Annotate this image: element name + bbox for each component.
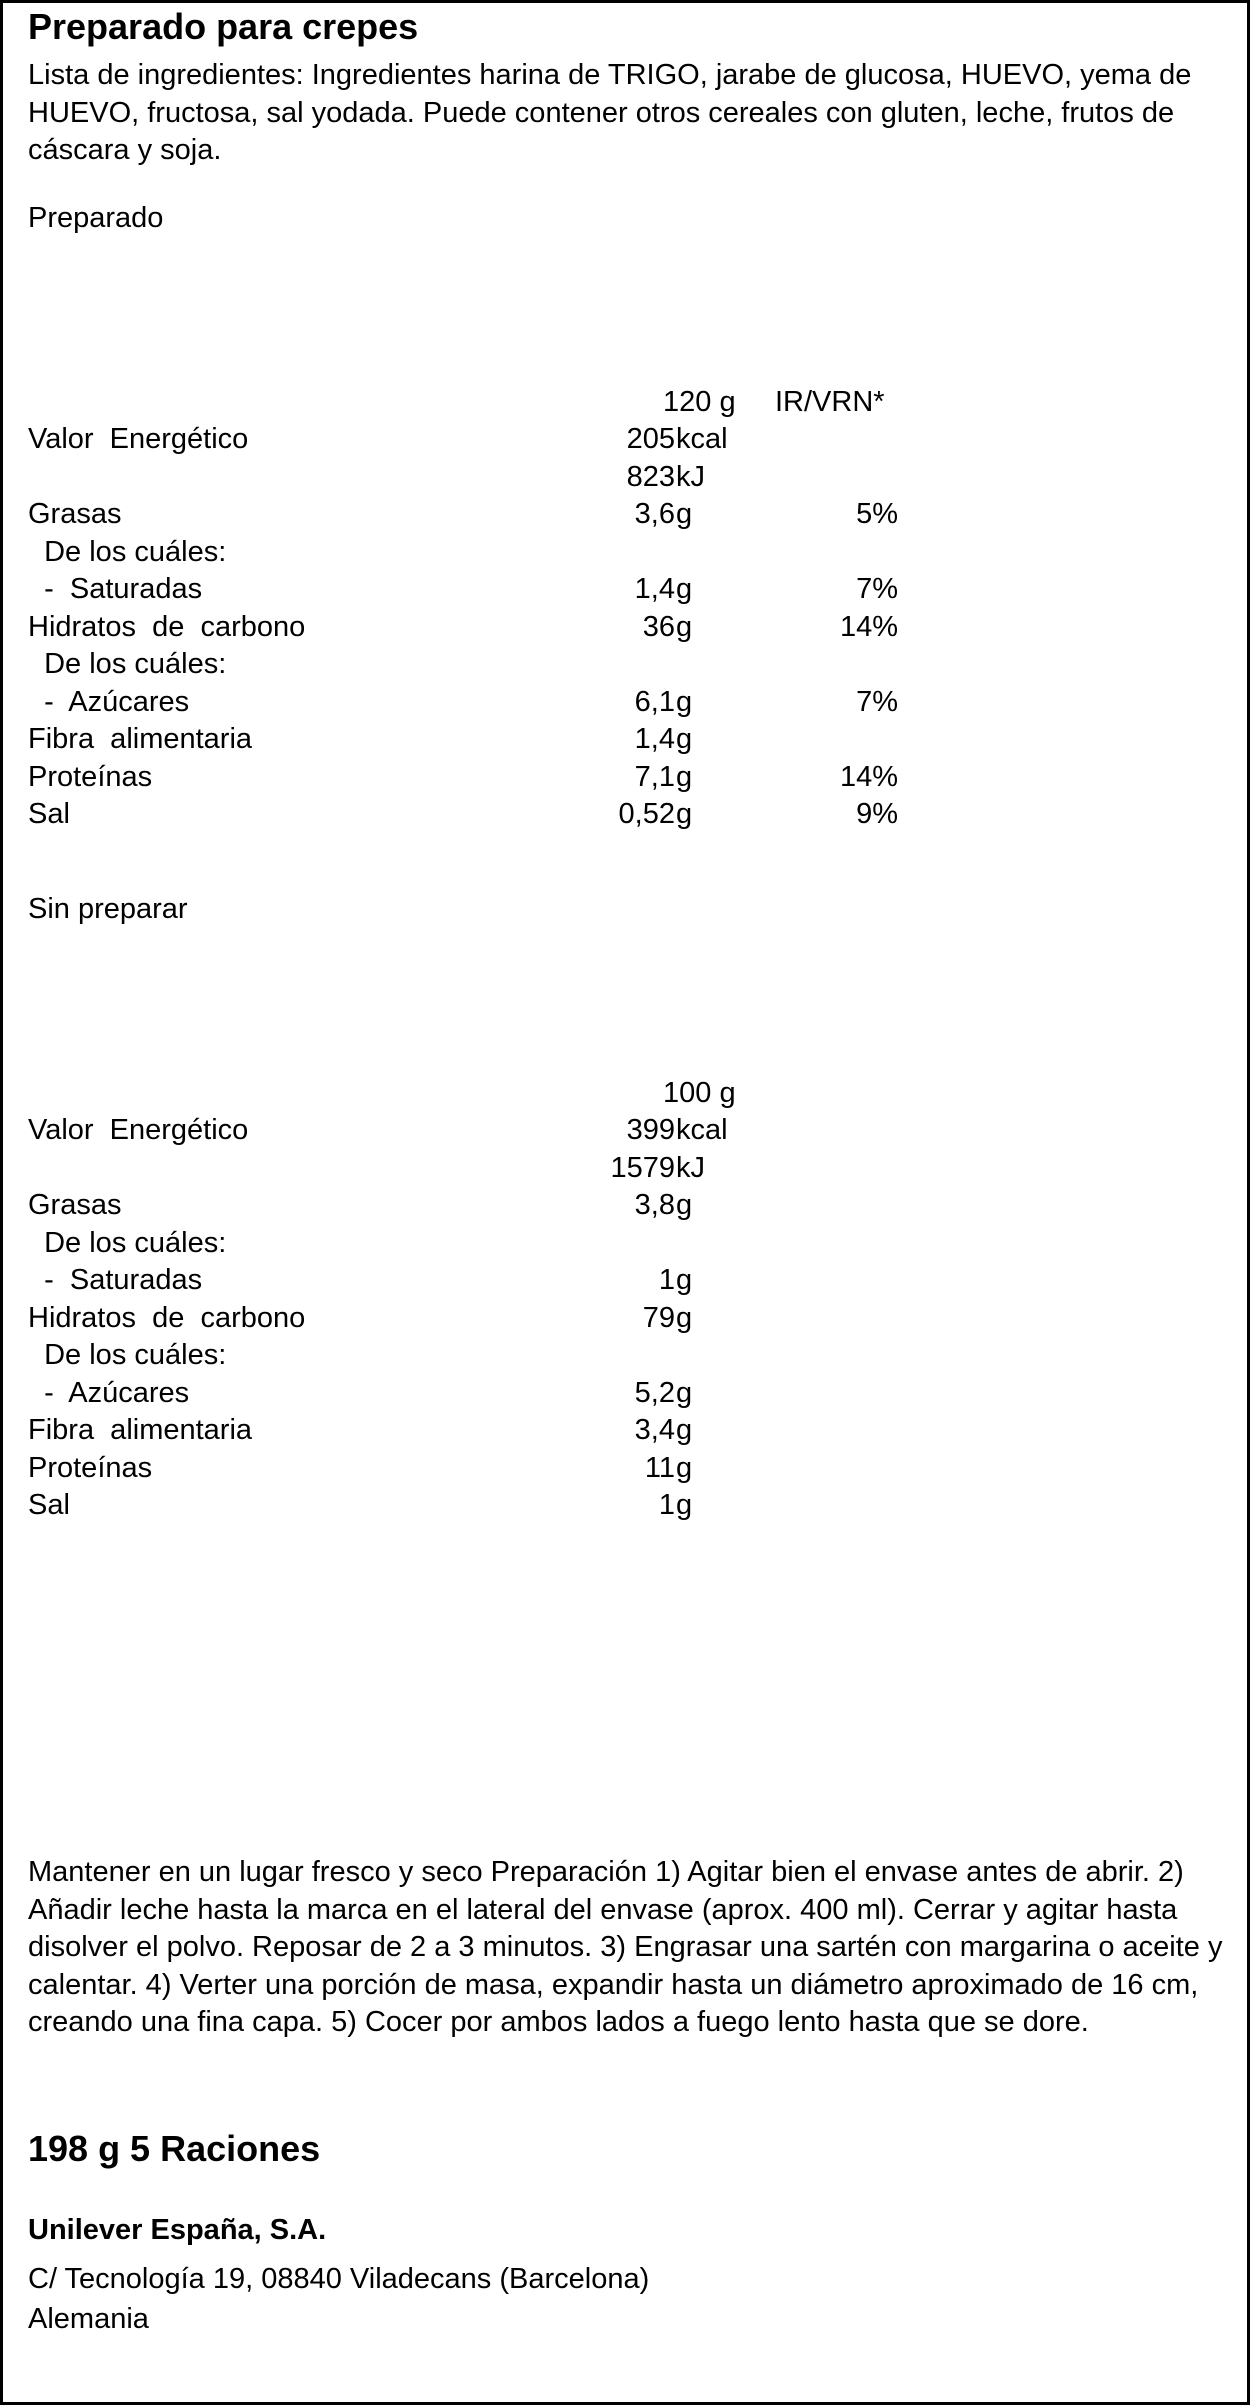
nutrient-value: 1,4 (634, 573, 675, 605)
country-of-origin: Alemania (28, 2303, 149, 2335)
nutrient-ri-percent: 7% (856, 685, 898, 718)
nutrient-unit: g (676, 498, 693, 530)
nutrient-value: 3,6 (634, 498, 675, 530)
nutrient-unit: g (676, 1451, 693, 1484)
prepared-amount-header: 120 g (663, 386, 736, 418)
nutrient-unit: g (676, 1264, 693, 1296)
nutrient-unit: g (676, 1376, 693, 1409)
nutrient-value: 11 (644, 1451, 675, 1484)
nutrient-unit: g (676, 1301, 693, 1334)
nutrient-label: Hidratos de carbono (28, 610, 306, 643)
nutrient-value: 79 (642, 1301, 675, 1334)
nutrient-unit: g (676, 1414, 693, 1446)
nutrient-label: - Azúcares (28, 685, 190, 718)
nutrient-value: 36 (642, 610, 675, 643)
nutrient-unit: g (676, 685, 693, 718)
nutrient-unit: g (676, 798, 693, 830)
nutrient-value: 7,1 (634, 760, 675, 793)
nutrient-unit: g (676, 1489, 693, 1521)
nutrient-ri-percent: 7% (856, 573, 898, 605)
nutrient-unit: kcal (676, 1114, 728, 1146)
nutrient-value: 823 (626, 460, 675, 493)
company-name: Unilever España, S.A. (28, 2214, 327, 2246)
nutrient-unit: kJ (676, 460, 705, 493)
nutrient-label: De los cuáles: (28, 1339, 227, 1371)
nutrient-label: Valor Energético (28, 423, 249, 455)
nutrient-label: Proteínas (28, 760, 153, 793)
nutrient-unit: g (676, 573, 693, 605)
nutrient-label: Sal (28, 798, 70, 830)
nutrient-unit: g (676, 760, 693, 793)
nutrient-ri-percent: 5% (856, 498, 898, 530)
nutrient-value: 1 (658, 1489, 675, 1521)
nutrient-label: De los cuáles: (28, 535, 227, 568)
ingredients-list: Lista de ingredientes: Ingredientes harina de TRIGO, jarabe de glucosa, HUEVO, yema de HUEVO, fructosa, sal yodada. Puede contener otros cereales con gluten, leche, frutos de cáscara y soja. (28, 59, 1192, 166)
nutrient-unit: kcal (676, 423, 728, 455)
unprepared-heading: Sin preparar (28, 893, 188, 925)
nutrient-label: Fibra alimentaria (28, 1414, 253, 1446)
nutrient-label: Grasas (28, 498, 122, 530)
nutrient-label: De los cuáles: (28, 1226, 227, 1259)
nutrient-ri-percent: 14% (839, 610, 898, 643)
nutrient-value: 399 (626, 1114, 675, 1146)
nutrient-ri-percent: 14% (839, 760, 898, 793)
nutrient-label: - Saturadas (28, 1264, 203, 1296)
nutrient-label: Sal (28, 1489, 70, 1521)
nutrient-unit: kJ (676, 1151, 705, 1184)
nutrient-label: Fibra alimentaria (28, 723, 253, 755)
nutrient-value: 1 (658, 1264, 675, 1296)
nutrient-label: Valor Energético (28, 1114, 249, 1146)
nutrient-label: - Azúcares (28, 1376, 190, 1409)
nutrient-value: 5,2 (634, 1376, 675, 1409)
nutrient-unit: g (676, 1189, 693, 1221)
product-title: Preparado para crepes (28, 6, 419, 47)
nutrient-value: 3,4 (634, 1414, 675, 1446)
nutrient-value: 205 (626, 423, 675, 455)
nutrient-unit: g (676, 610, 693, 643)
company-address: C/ Tecnología 19, 08840 Viladecans (Barcelona) (28, 2263, 650, 2295)
nutrient-ri-percent: 9% (856, 798, 898, 830)
unprepared-amount-header: 100 g (663, 1077, 736, 1109)
nutrient-label: Hidratos de carbono (28, 1301, 306, 1334)
nutrient-value: 3,8 (634, 1189, 675, 1221)
prepared-ri-header: IR/VRN* (775, 386, 885, 418)
nutrient-label: - Saturadas (28, 573, 203, 605)
nutrient-unit: g (676, 723, 693, 755)
nutrient-label: Grasas (28, 1189, 122, 1221)
nutrient-label: Proteínas (28, 1451, 153, 1484)
net-quantity: 198 g 5 Raciones (28, 2128, 321, 2169)
nutrient-value: 6,1 (634, 685, 675, 718)
nutrient-label: De los cuáles: (28, 648, 227, 680)
nutrient-value: 1,4 (634, 723, 675, 755)
nutrient-value: 1579 (610, 1151, 675, 1184)
prepared-heading: Preparado (28, 202, 164, 234)
nutrient-value: 0,52 (618, 798, 675, 830)
storage-and-preparation-instructions: Mantener en un lugar fresco y seco Preparación 1) Agitar bien el envase antes de abrir. 2) Añadir leche hasta la marca en el lateral del envase (aprox. 400 ml). Cerrar y agitar hasta disolver el polvo. Reposar de 2 a 3 minutos. 3) Engrasar una sartén con margarina o aceite y calentar. 4) Verter una porción de masa, expandir hasta un diámetro aproximado de 16 cm, creando una fina capa. 5) Cocer por ambos lados a fuego lento hasta que se dore. (28, 1856, 1223, 2038)
